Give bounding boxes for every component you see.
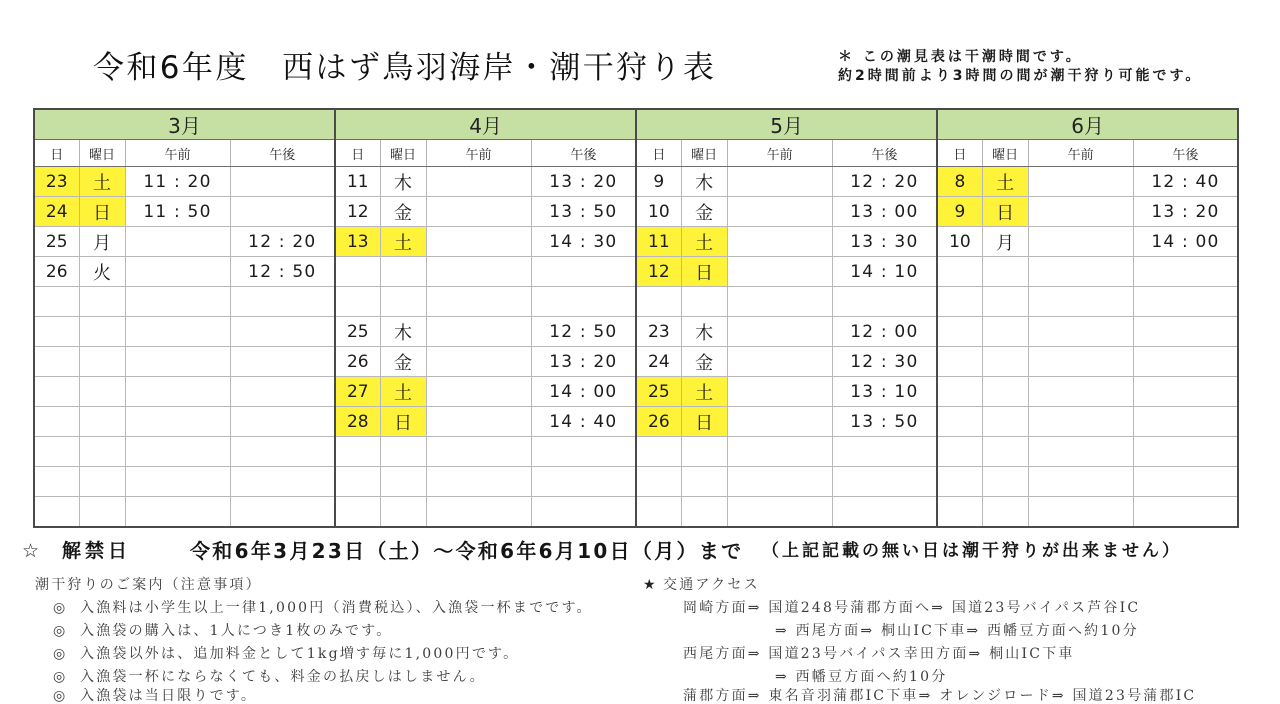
pm-low-tide-cell (230, 317, 335, 347)
guide-section (35, 574, 593, 704)
am-low-tide-cell: 11 : 50 (125, 197, 230, 227)
day-cell (636, 497, 681, 528)
weekday-cell: 月 (982, 227, 1028, 257)
day-cell: 24 (636, 347, 681, 377)
day-cell: 13 (335, 227, 380, 257)
weekday-cell: 日 (681, 257, 727, 287)
pm-low-tide-cell: 14 : 00 (1133, 227, 1238, 257)
pm-low-tide-cell: 12 : 20 (832, 167, 937, 197)
column-header-day: 日 (937, 140, 982, 167)
day-cell: 23 (34, 167, 79, 197)
table-row (34, 167, 1238, 197)
day-cell (937, 497, 982, 528)
weekday-cell (982, 257, 1028, 287)
day-cell (937, 437, 982, 467)
day-cell (937, 377, 982, 407)
am-low-tide-cell (426, 227, 531, 257)
am-low-tide-cell (727, 377, 832, 407)
am-low-tide-cell (727, 317, 832, 347)
day-cell (34, 407, 79, 437)
am-low-tide-cell (125, 257, 230, 287)
pm-low-tide-cell (230, 437, 335, 467)
day-cell (937, 467, 982, 497)
month-header: 5月 (636, 109, 937, 140)
am-low-tide-cell (727, 437, 832, 467)
weekday-cell (982, 437, 1028, 467)
am-low-tide-cell (125, 407, 230, 437)
weekday-cell (982, 467, 1028, 497)
pm-low-tide-cell (832, 467, 937, 497)
pm-low-tide-cell: 13 : 00 (832, 197, 937, 227)
opening-note: （上記記載の無い日は潮干狩りが出来ません） (762, 541, 1182, 561)
weekday-cell: 金 (380, 197, 426, 227)
access-title: 交通アクセス (663, 577, 760, 593)
tide-table (33, 108, 1239, 528)
guide-item (35, 620, 593, 643)
am-low-tide-cell (727, 287, 832, 317)
weekday-cell (982, 377, 1028, 407)
star-outline-icon: ☆ (22, 540, 40, 562)
day-cell (34, 437, 79, 467)
day-cell (636, 467, 681, 497)
guide-item-text: 入漁袋は当日限りです。 (80, 688, 258, 704)
pm-low-tide-cell (1133, 497, 1238, 528)
double-circle-bullet-icon: ◎ (53, 669, 66, 685)
pm-low-tide-cell (531, 497, 636, 528)
day-cell (34, 287, 79, 317)
weekday-cell (681, 437, 727, 467)
weekday-cell: 木 (681, 167, 727, 197)
weekday-cell: 土 (380, 227, 426, 257)
guide-item (35, 666, 593, 689)
access-section (643, 574, 1196, 704)
am-low-tide-cell (1028, 467, 1133, 497)
am-low-tide-cell (727, 197, 832, 227)
access-route: 西尾方面⇒ 国道23号バイパス幸田方面⇒ 桐山IC下車 (683, 646, 1075, 662)
am-low-tide-cell (125, 347, 230, 377)
pm-low-tide-cell: 13 : 50 (531, 197, 636, 227)
day-cell: 26 (636, 407, 681, 437)
guide-item-text: 入漁料は小学生以上一律1,000円（消費税込）、入漁袋一杯までです。 (80, 600, 593, 616)
day-cell: 25 (34, 227, 79, 257)
month-header-row (34, 109, 1238, 140)
am-low-tide-cell (125, 317, 230, 347)
double-circle-bullet-icon: ◎ (53, 688, 66, 704)
weekday-cell: 日 (681, 407, 727, 437)
am-low-tide-cell (125, 467, 230, 497)
pm-low-tide-cell (531, 437, 636, 467)
am-low-tide-cell (426, 317, 531, 347)
guide-item (35, 689, 593, 704)
pm-low-tide-cell: 14 : 30 (531, 227, 636, 257)
weekday-cell (79, 467, 125, 497)
guide-item-text: 入漁袋以外は、追加料金として1kg増す毎に1,000円です。 (80, 646, 520, 662)
am-low-tide-cell (727, 497, 832, 528)
day-cell (34, 497, 79, 528)
am-low-tide-cell: 11 : 20 (125, 167, 230, 197)
weekday-cell: 火 (79, 257, 125, 287)
low-tide-note: ＊ この潮見表は干潮時間です。 (838, 49, 1083, 65)
table-row (34, 227, 1238, 257)
weekday-cell (79, 287, 125, 317)
day-cell (937, 407, 982, 437)
column-header-pm: 午後 (1133, 140, 1238, 167)
pm-low-tide-cell: 12 : 00 (832, 317, 937, 347)
weekday-cell (681, 287, 727, 317)
pm-low-tide-cell: 13 : 30 (832, 227, 937, 257)
weekday-cell (982, 407, 1028, 437)
month-header: 6月 (937, 109, 1238, 140)
day-cell (636, 437, 681, 467)
pm-low-tide-cell: 14 : 10 (832, 257, 937, 287)
column-header-weekday: 曜日 (982, 140, 1028, 167)
day-cell: 9 (636, 167, 681, 197)
am-low-tide-cell (426, 377, 531, 407)
weekday-cell: 日 (380, 407, 426, 437)
pm-low-tide-cell (230, 467, 335, 497)
weekday-cell (79, 497, 125, 528)
am-low-tide-cell (426, 407, 531, 437)
am-low-tide-cell (426, 497, 531, 528)
pm-low-tide-cell (531, 257, 636, 287)
pm-low-tide-cell (1133, 377, 1238, 407)
opening-period (0, 538, 1280, 564)
weekday-cell: 木 (681, 317, 727, 347)
guide-item-text: 入漁袋の購入は、1人につき1枚のみです。 (80, 623, 393, 639)
pm-low-tide-cell (832, 497, 937, 528)
weekday-cell: 金 (681, 347, 727, 377)
table-row (34, 407, 1238, 437)
day-cell (335, 497, 380, 528)
am-low-tide-cell (1028, 377, 1133, 407)
table-row (34, 497, 1238, 528)
column-header-day: 日 (34, 140, 79, 167)
weekday-cell: 土 (681, 227, 727, 257)
pm-low-tide-cell (1133, 407, 1238, 437)
weekday-cell (380, 467, 426, 497)
double-circle-bullet-icon: ◎ (53, 623, 66, 639)
day-cell: 27 (335, 377, 380, 407)
column-header-am: 午前 (426, 140, 531, 167)
weekday-cell (982, 287, 1028, 317)
weekday-cell (380, 437, 426, 467)
day-cell (34, 347, 79, 377)
day-cell (335, 287, 380, 317)
pm-low-tide-cell (230, 167, 335, 197)
am-low-tide-cell (727, 347, 832, 377)
access-heading (643, 574, 1196, 597)
star-filled-icon: ★ (643, 577, 656, 593)
am-low-tide-cell (1028, 287, 1133, 317)
pm-low-tide-cell: 12 : 40 (1133, 167, 1238, 197)
column-header-pm: 午後 (230, 140, 335, 167)
access-route: 蒲郡方面⇒ 東名音羽蒲郡IC下車⇒ オレンジロード⇒ 国道23号蒲郡IC (683, 688, 1197, 704)
day-cell (34, 317, 79, 347)
am-low-tide-cell (426, 347, 531, 377)
pm-low-tide-cell (1133, 437, 1238, 467)
weekday-cell: 土 (380, 377, 426, 407)
pm-low-tide-cell (230, 377, 335, 407)
day-cell: 23 (636, 317, 681, 347)
day-cell (335, 467, 380, 497)
double-circle-bullet-icon: ◎ (53, 646, 66, 662)
table-row (34, 317, 1238, 347)
column-header-pm: 午後 (531, 140, 636, 167)
day-cell: 12 (335, 197, 380, 227)
am-low-tide-cell (727, 407, 832, 437)
pm-low-tide-cell (531, 287, 636, 317)
table-row (34, 257, 1238, 287)
am-low-tide-cell (426, 167, 531, 197)
pm-low-tide-cell: 12 : 20 (230, 227, 335, 257)
pm-low-tide-cell (230, 347, 335, 377)
am-low-tide-cell (1028, 227, 1133, 257)
pm-low-tide-cell: 13 : 10 (832, 377, 937, 407)
weekday-cell: 日 (79, 197, 125, 227)
day-cell (335, 437, 380, 467)
table-row (34, 377, 1238, 407)
day-cell: 8 (937, 167, 982, 197)
am-low-tide-cell (1028, 497, 1133, 528)
pm-low-tide-cell (531, 467, 636, 497)
pm-low-tide-cell (230, 497, 335, 528)
day-cell (937, 257, 982, 287)
clamming-window-note: 約2時間前より3時間の間が潮干狩り可能です。 (838, 68, 1203, 84)
pm-low-tide-cell (1133, 257, 1238, 287)
column-header-day: 日 (335, 140, 380, 167)
am-low-tide-cell (426, 197, 531, 227)
column-header-am: 午前 (1028, 140, 1133, 167)
guide-item (35, 643, 593, 666)
column-header-am: 午前 (125, 140, 230, 167)
weekday-cell (681, 467, 727, 497)
am-low-tide-cell (125, 227, 230, 257)
opening-label: 解禁日 (62, 540, 132, 562)
pm-low-tide-cell (1133, 287, 1238, 317)
pm-low-tide-cell: 13 : 20 (531, 167, 636, 197)
am-low-tide-cell (125, 437, 230, 467)
column-header-day: 日 (636, 140, 681, 167)
pm-low-tide-cell (230, 407, 335, 437)
weekday-cell (982, 317, 1028, 347)
am-low-tide-cell (727, 467, 832, 497)
am-low-tide-cell (1028, 257, 1133, 287)
day-cell: 26 (34, 257, 79, 287)
column-header-weekday: 曜日 (79, 140, 125, 167)
day-cell: 12 (636, 257, 681, 287)
am-low-tide-cell (1028, 197, 1133, 227)
pm-low-tide-cell: 14 : 40 (531, 407, 636, 437)
access-route: 岡崎方面⇒ 国道248号蒲郡方面へ⇒ 国道23号バイパス芦谷IC (683, 600, 1141, 616)
weekday-cell: 土 (982, 167, 1028, 197)
day-cell (937, 317, 982, 347)
day-cell: 25 (335, 317, 380, 347)
day-cell: 10 (937, 227, 982, 257)
day-cell (335, 257, 380, 287)
pm-low-tide-cell: 14 : 00 (531, 377, 636, 407)
weekday-cell: 土 (79, 167, 125, 197)
weekday-cell (79, 317, 125, 347)
weekday-cell (380, 287, 426, 317)
weekday-cell: 金 (681, 197, 727, 227)
day-cell: 28 (335, 407, 380, 437)
day-cell (34, 377, 79, 407)
access-route: ⇒ 西幡豆方面へ約10分 (775, 669, 948, 685)
table-row (34, 437, 1238, 467)
am-low-tide-cell (125, 377, 230, 407)
weekday-cell (982, 347, 1028, 377)
weekday-cell (79, 437, 125, 467)
am-low-tide-cell (727, 167, 832, 197)
day-cell: 26 (335, 347, 380, 377)
weekday-cell (982, 497, 1028, 528)
am-low-tide-cell (1028, 437, 1133, 467)
day-cell (937, 347, 982, 377)
am-low-tide-cell (125, 497, 230, 528)
pm-low-tide-cell: 12 : 30 (832, 347, 937, 377)
pm-low-tide-cell: 13 : 20 (531, 347, 636, 377)
pm-low-tide-cell: 12 : 50 (230, 257, 335, 287)
table-row (34, 287, 1238, 317)
weekday-cell (79, 347, 125, 377)
am-low-tide-cell (426, 437, 531, 467)
am-low-tide-cell (426, 257, 531, 287)
am-low-tide-cell (426, 467, 531, 497)
column-header-pm: 午後 (832, 140, 937, 167)
column-header-am: 午前 (727, 140, 832, 167)
month-header: 3月 (34, 109, 335, 140)
am-low-tide-cell (727, 227, 832, 257)
am-low-tide-cell (1028, 167, 1133, 197)
guide-title: 潮干狩りのご案内（注意事項） (35, 577, 262, 593)
month-header: 4月 (335, 109, 636, 140)
column-header-weekday: 曜日 (380, 140, 426, 167)
pm-low-tide-cell (1133, 317, 1238, 347)
day-cell: 10 (636, 197, 681, 227)
weekday-cell: 金 (380, 347, 426, 377)
weekday-cell: 日 (982, 197, 1028, 227)
weekday-cell (380, 497, 426, 528)
pm-low-tide-cell (230, 287, 335, 317)
pm-low-tide-cell (1133, 347, 1238, 377)
column-header-weekday: 曜日 (681, 140, 727, 167)
day-cell: 11 (335, 167, 380, 197)
table-row (34, 347, 1238, 377)
weekday-cell (79, 377, 125, 407)
pm-low-tide-cell: 13 : 50 (832, 407, 937, 437)
access-route: ⇒ 西尾方面⇒ 桐山IC下車⇒ 西幡豆方面へ約10分 (775, 623, 1139, 639)
guide-item (35, 597, 593, 620)
pm-low-tide-cell (1133, 467, 1238, 497)
pm-low-tide-cell (230, 197, 335, 227)
weekday-cell: 月 (79, 227, 125, 257)
weekday-cell (380, 257, 426, 287)
am-low-tide-cell (125, 287, 230, 317)
double-circle-bullet-icon: ◎ (53, 600, 66, 616)
day-cell (34, 467, 79, 497)
weekday-cell (681, 497, 727, 528)
pm-low-tide-cell: 12 : 50 (531, 317, 636, 347)
day-cell: 9 (937, 197, 982, 227)
column-header-row (34, 140, 1238, 167)
am-low-tide-cell (1028, 407, 1133, 437)
am-low-tide-cell (727, 257, 832, 287)
pm-low-tide-cell (832, 437, 937, 467)
page-title: 令和6年度 西はず鳥羽海岸・潮干狩り表 (93, 50, 717, 86)
day-cell (636, 287, 681, 317)
table-row (34, 197, 1238, 227)
weekday-cell: 木 (380, 317, 426, 347)
weekday-cell (79, 407, 125, 437)
day-cell (937, 287, 982, 317)
am-low-tide-cell (426, 287, 531, 317)
tide-notes (838, 48, 1202, 86)
am-low-tide-cell (1028, 317, 1133, 347)
am-low-tide-cell (1028, 347, 1133, 377)
day-cell: 11 (636, 227, 681, 257)
day-cell: 24 (34, 197, 79, 227)
weekday-cell: 木 (380, 167, 426, 197)
pm-low-tide-cell (832, 287, 937, 317)
opening-dates: 令和6年3月23日（土）〜令和6年6月10日（月）まで (190, 539, 744, 563)
guide-item-text: 入漁袋一杯にならなくても、料金の払戻しはしません。 (80, 669, 486, 685)
day-cell: 25 (636, 377, 681, 407)
table-row (34, 467, 1238, 497)
weekday-cell: 土 (681, 377, 727, 407)
pm-low-tide-cell: 13 : 20 (1133, 197, 1238, 227)
